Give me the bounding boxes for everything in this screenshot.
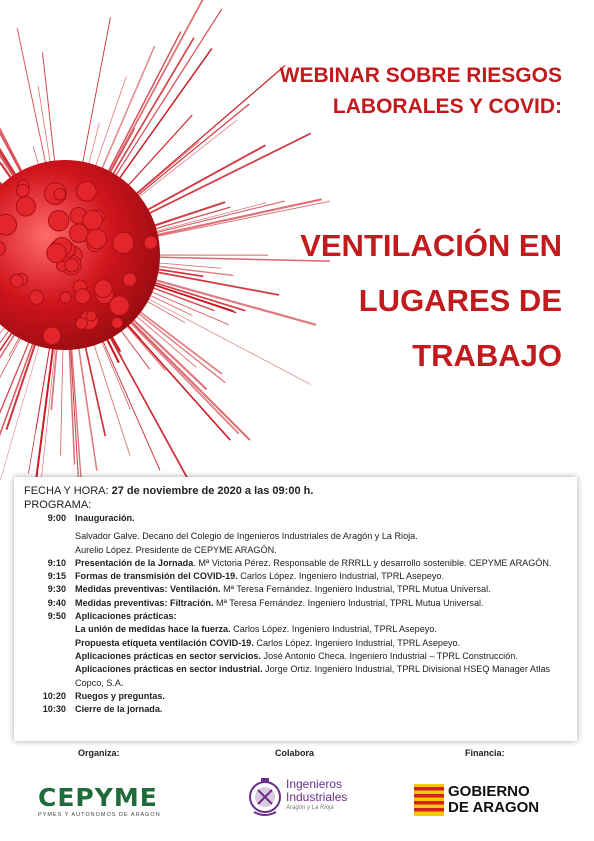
item-title: Formas de transmisión del COVID-19. <box>75 571 238 582</box>
item-title: Cierre de la jornada. <box>75 704 163 715</box>
sub-item-text: José Antonio Checa. Ingeniero Industrial – TPRL Construcción. <box>261 650 518 661</box>
program-item <box>24 583 567 596</box>
item-time: 9:40 <box>47 597 66 608</box>
webinar-line-1: WEBINAR SOBRE RIESGOS <box>279 64 562 87</box>
item-speaker: Salvador Galve. Decano del Colegio de Ingenieros Industriales de Aragón y La Rioja. <box>75 531 418 542</box>
financia-label: Financia: <box>465 748 505 758</box>
item-title: Medidas preventivas: Filtración. <box>75 597 214 608</box>
sub-item-title: La unión de medidas hace la fuerza. <box>75 624 231 635</box>
sub-item <box>75 650 567 663</box>
item-speaker: Aurelio López. Presidente de CEPYME ARAGÓN. <box>75 544 277 555</box>
item-time: 9:50 <box>47 611 66 622</box>
sub-item <box>75 663 567 690</box>
sub-item-text: Carlos López. Ingeniero Industrial, TPRL Asepeyo. <box>230 624 437 635</box>
main-title <box>300 218 562 383</box>
cepyme-tagline: PYMES Y AUTONOMOS DE ARAGON <box>38 812 161 818</box>
webinar-line-2: LABORALES Y COVID: <box>332 95 562 118</box>
item-title: Ruegos y preguntas. <box>75 690 165 701</box>
cepyme-wordmark: CEPYME <box>38 783 158 812</box>
program-box <box>14 477 577 741</box>
program-item <box>24 557 567 570</box>
program-item <box>24 570 567 583</box>
item-title: Medidas preventivas: Ventilación. <box>75 584 221 595</box>
program-item <box>24 690 567 703</box>
title-line-3: TRABAJO <box>412 338 562 373</box>
sub-item-title: Aplicaciones prácticas en sector servicios. <box>75 650 262 661</box>
gobierno-aragon-logo <box>414 784 564 818</box>
item-title: Aplicaciones prácticas: <box>75 611 177 622</box>
program-label: PROGRAMA: <box>24 499 92 511</box>
item-time: 10:20 <box>42 690 66 701</box>
item-text: . Mª Victoria Pérez. Responsable de RRRLL y desarrollo sostenible. CEPYME ARAGÓN. <box>193 557 552 568</box>
program-item <box>24 703 567 716</box>
sub-item <box>75 623 567 636</box>
sub-item-text: Jorge Ortiz. Ingeniero Industrial, TPRL Divisional HSEQ Manager Atlas Copco, S.A. <box>75 664 551 688</box>
title-line-1: VENTILACIÓN EN <box>300 228 562 263</box>
item-text: Mª Teresa Fernández. Ingeniero Industrial, TPRL Mutua Universal. <box>220 584 491 595</box>
program-item <box>24 610 567 623</box>
item-text: Carlos López. Ingeniero Industrial, TPRL Asepeyo. <box>237 571 444 582</box>
sub-item <box>75 637 567 650</box>
webinar-heading <box>280 60 562 122</box>
sub-item-text: Carlos López. Ingeniero Industrial, TPRL Asepeyo. <box>253 637 461 648</box>
date-label: FECHA Y HORA: <box>24 485 109 497</box>
item-time: 9:30 <box>47 584 66 595</box>
program-item <box>24 597 567 610</box>
sub-item-title: Aplicaciones prácticas en sector industrial. <box>75 664 263 675</box>
gobierno-line-1: GOBIERNO <box>448 783 530 800</box>
gobierno-line-2: DE ARAGON <box>448 799 540 816</box>
item-text: Mª Teresa Fernández. Ingeniero Industrial, TPRL Mutua Universal. <box>213 597 484 608</box>
item-time: 9:15 <box>47 571 66 582</box>
ingenieros-line-2: Industriales <box>286 790 348 804</box>
item-time: 9:00 <box>47 513 66 523</box>
event-date <box>24 485 567 497</box>
date-value: 27 de noviembre de 2020 a las 09:00 h. <box>111 485 314 497</box>
ingenieros-emblem-icon <box>248 776 282 818</box>
title-line-2: LUGARES DE <box>358 283 562 318</box>
item-time: 10:30 <box>42 704 66 715</box>
item-time: 9:10 <box>47 557 66 568</box>
program-item <box>24 512 567 525</box>
item-title: Inauguración. <box>75 513 135 523</box>
item-title: Presentación de la Jornada <box>75 557 194 568</box>
cepyme-logo <box>38 785 168 818</box>
organiza-label: Organiza: <box>78 748 120 758</box>
colabora-label: Colabora <box>275 748 315 758</box>
aragon-flag-icon <box>414 784 444 816</box>
ingenieros-line-1: Ingenieros <box>286 777 343 791</box>
ingenieros-logo <box>248 776 378 820</box>
ingenieros-line-3: Aragón y La Rioja <box>286 805 334 811</box>
sub-item-title: Propuesta etiqueta ventilación COVID-19. <box>75 637 254 648</box>
